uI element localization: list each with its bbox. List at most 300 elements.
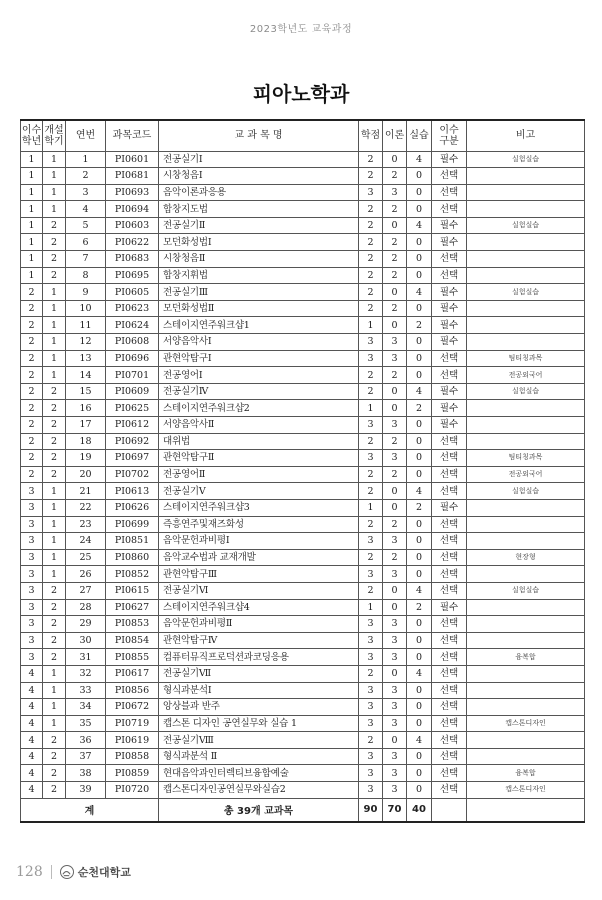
cell-code: PI0701 — [106, 367, 159, 384]
cell-semester: 1 — [43, 682, 66, 699]
total-courses: 총 39개 교과목 — [159, 798, 359, 822]
cell-credit: 3 — [359, 350, 383, 367]
cell-semester: 2 — [43, 732, 66, 749]
cell-note: 실험실습 — [467, 151, 585, 168]
table-row — [21, 184, 585, 201]
cell-year: 4 — [21, 699, 43, 716]
cell-code: PI0856 — [106, 682, 159, 699]
page-title: 피아노학과 — [252, 82, 350, 106]
cell-no: 10 — [66, 300, 106, 317]
cell-category: 선택 — [432, 483, 467, 500]
cell-course-name: 모던화성법Ⅰ — [159, 234, 359, 251]
cell-semester: 1 — [43, 367, 66, 384]
cell-year: 1 — [21, 168, 43, 185]
cell-practice: 0 — [407, 533, 432, 550]
cell-theory: 2 — [383, 168, 407, 185]
header-course-name: 교 과 목 명 — [159, 120, 359, 151]
cell-year: 3 — [21, 599, 43, 616]
cell-course-name: 전공실기Ⅶ — [159, 665, 359, 682]
cell-credit: 3 — [359, 748, 383, 765]
cell-credit: 3 — [359, 649, 383, 666]
cell-year: 2 — [21, 433, 43, 450]
cell-theory: 0 — [383, 582, 407, 599]
cell-year: 3 — [21, 516, 43, 533]
cell-no: 8 — [66, 267, 106, 284]
cell-practice: 2 — [407, 499, 432, 516]
table-row — [21, 466, 585, 483]
cell-year: 1 — [21, 234, 43, 251]
table-row — [21, 400, 585, 417]
cell-code: PI0605 — [106, 284, 159, 301]
cell-theory: 0 — [383, 151, 407, 168]
cell-theory: 2 — [383, 433, 407, 450]
cell-semester: 2 — [43, 433, 66, 450]
table-row — [21, 251, 585, 268]
cell-note: 융복합 — [467, 649, 585, 666]
cell-no: 20 — [66, 466, 106, 483]
cell-credit: 2 — [359, 582, 383, 599]
cell-note — [467, 251, 585, 268]
cell-category: 필수 — [432, 334, 467, 351]
table-row — [21, 317, 585, 334]
cell-credit: 1 — [359, 317, 383, 334]
cell-category: 선택 — [432, 267, 467, 284]
cell-no: 14 — [66, 367, 106, 384]
cell-theory: 3 — [383, 184, 407, 201]
cell-note — [467, 400, 585, 417]
cell-practice: 0 — [407, 234, 432, 251]
cell-category: 선택 — [432, 582, 467, 599]
cell-no: 22 — [66, 499, 106, 516]
cell-category: 선택 — [432, 699, 467, 716]
cell-year: 2 — [21, 466, 43, 483]
cell-code: PI0623 — [106, 300, 159, 317]
cell-credit: 2 — [359, 284, 383, 301]
cell-course-name: 앙상블과 반주 — [159, 699, 359, 716]
table-row — [21, 748, 585, 765]
total-practice: 40 — [407, 798, 432, 822]
cell-theory: 3 — [383, 616, 407, 633]
table-row — [21, 682, 585, 699]
curriculum-table — [20, 119, 585, 823]
cell-practice: 2 — [407, 400, 432, 417]
cell-course-name: 관현악탐구Ⅰ — [159, 350, 359, 367]
table-row — [21, 450, 585, 467]
cell-semester: 1 — [43, 549, 66, 566]
cell-code: PI0603 — [106, 217, 159, 234]
cell-code: PI0860 — [106, 549, 159, 566]
cell-semester: 2 — [43, 649, 66, 666]
cell-note — [467, 699, 585, 716]
cell-code: PI0683 — [106, 251, 159, 268]
cell-note — [467, 632, 585, 649]
cell-code: PI0681 — [106, 168, 159, 185]
cell-category: 선택 — [432, 682, 467, 699]
cell-note: 캡스톤디자인 — [467, 715, 585, 732]
cell-category: 필수 — [432, 499, 467, 516]
cell-credit: 2 — [359, 483, 383, 500]
cell-course-name: 서양음악사Ⅰ — [159, 334, 359, 351]
cell-course-name: 전공실기Ⅱ — [159, 217, 359, 234]
cell-course-name: 전공실기Ⅵ — [159, 582, 359, 599]
cell-practice: 2 — [407, 599, 432, 616]
cell-no: 4 — [66, 201, 106, 218]
cell-note — [467, 234, 585, 251]
cell-category: 선택 — [432, 665, 467, 682]
cell-theory: 0 — [383, 483, 407, 500]
cell-course-name: 현대음악과인터렉티브융합예술 — [159, 765, 359, 782]
cell-practice: 4 — [407, 483, 432, 500]
header-no: 연번 — [66, 120, 106, 151]
total-credit: 90 — [359, 798, 383, 822]
cell-code: PI0696 — [106, 350, 159, 367]
cell-credit: 2 — [359, 234, 383, 251]
cell-no: 13 — [66, 350, 106, 367]
cell-credit: 2 — [359, 251, 383, 268]
cell-practice: 4 — [407, 383, 432, 400]
cell-note — [467, 168, 585, 185]
table-row — [21, 665, 585, 682]
cell-category: 선택 — [432, 649, 467, 666]
cell-theory: 0 — [383, 499, 407, 516]
cell-theory: 2 — [383, 300, 407, 317]
cell-year: 4 — [21, 715, 43, 732]
cell-year: 3 — [21, 499, 43, 516]
cell-credit: 2 — [359, 665, 383, 682]
cell-theory: 2 — [383, 201, 407, 218]
cell-category: 선택 — [432, 632, 467, 649]
table-row — [21, 201, 585, 218]
cell-no: 2 — [66, 168, 106, 185]
cell-no: 23 — [66, 516, 106, 533]
cell-no: 29 — [66, 616, 106, 633]
cell-course-name: 컴퓨터뮤직프로덕션과코딩응용 — [159, 649, 359, 666]
cell-code: PI0695 — [106, 267, 159, 284]
cell-credit: 3 — [359, 632, 383, 649]
cell-no: 31 — [66, 649, 106, 666]
cell-practice: 0 — [407, 699, 432, 716]
cell-category: 필수 — [432, 234, 467, 251]
cell-practice: 4 — [407, 665, 432, 682]
cell-credit: 2 — [359, 549, 383, 566]
cell-semester: 1 — [43, 665, 66, 682]
cell-code: PI0624 — [106, 317, 159, 334]
cell-credit: 2 — [359, 732, 383, 749]
cell-code: PI0613 — [106, 483, 159, 500]
cell-no: 33 — [66, 682, 106, 699]
table-row — [21, 699, 585, 716]
cell-practice: 0 — [407, 367, 432, 384]
cell-theory: 3 — [383, 334, 407, 351]
cell-course-name: 관현악탐구Ⅲ — [159, 566, 359, 583]
cell-category: 필수 — [432, 383, 467, 400]
cell-category: 선택 — [432, 616, 467, 633]
cell-no: 9 — [66, 284, 106, 301]
cell-practice: 0 — [407, 350, 432, 367]
cell-practice: 0 — [407, 417, 432, 434]
cell-practice: 0 — [407, 334, 432, 351]
cell-year: 1 — [21, 267, 43, 284]
cell-code: PI0858 — [106, 748, 159, 765]
cell-category: 선택 — [432, 782, 467, 799]
table-row — [21, 151, 585, 168]
table-row — [21, 616, 585, 633]
cell-no: 35 — [66, 715, 106, 732]
cell-practice: 4 — [407, 732, 432, 749]
table-row — [21, 715, 585, 732]
table-row — [21, 267, 585, 284]
cell-course-name: 합창지도법 — [159, 201, 359, 218]
cell-category: 선택 — [432, 433, 467, 450]
cell-credit: 3 — [359, 417, 383, 434]
header-category: 이수 구분 — [432, 120, 467, 151]
cell-category: 선택 — [432, 549, 467, 566]
cell-course-name: 전공실기Ⅰ — [159, 151, 359, 168]
cell-code: PI0853 — [106, 616, 159, 633]
cell-no: 18 — [66, 433, 106, 450]
cell-practice: 0 — [407, 782, 432, 799]
cell-practice: 0 — [407, 450, 432, 467]
cell-note: 실험실습 — [467, 582, 585, 599]
cell-credit: 3 — [359, 782, 383, 799]
cell-no: 26 — [66, 566, 106, 583]
cell-category: 필수 — [432, 400, 467, 417]
cell-note: 캡스톤디자인 — [467, 782, 585, 799]
cell-no: 7 — [66, 251, 106, 268]
cell-no: 30 — [66, 632, 106, 649]
cell-year: 4 — [21, 665, 43, 682]
cell-code: PI0693 — [106, 184, 159, 201]
cell-category: 선택 — [432, 251, 467, 268]
cell-code: PI0615 — [106, 582, 159, 599]
cell-note — [467, 499, 585, 516]
cell-theory: 0 — [383, 383, 407, 400]
cell-semester: 2 — [43, 599, 66, 616]
cell-practice: 0 — [407, 616, 432, 633]
cell-semester: 1 — [43, 168, 66, 185]
cell-note — [467, 566, 585, 583]
cell-course-name: 전공실기Ⅲ — [159, 284, 359, 301]
cell-course-name: 관현악탐구Ⅱ — [159, 450, 359, 467]
cell-semester: 2 — [43, 582, 66, 599]
cell-course-name: 음악이론과응용 — [159, 184, 359, 201]
cell-year: 4 — [21, 748, 43, 765]
total-empty-note — [467, 798, 585, 822]
cell-semester: 2 — [43, 251, 66, 268]
table-row — [21, 549, 585, 566]
cell-practice: 0 — [407, 466, 432, 483]
cell-theory: 3 — [383, 649, 407, 666]
cell-no: 38 — [66, 765, 106, 782]
table-row — [21, 516, 585, 533]
cell-note — [467, 665, 585, 682]
cell-year: 1 — [21, 184, 43, 201]
cell-practice: 0 — [407, 682, 432, 699]
cell-code: PI0626 — [106, 499, 159, 516]
table-row — [21, 566, 585, 583]
table-row — [21, 367, 585, 384]
cell-theory: 3 — [383, 682, 407, 699]
table-row — [21, 234, 585, 251]
cell-semester: 2 — [43, 234, 66, 251]
cell-semester: 2 — [43, 632, 66, 649]
cell-year: 2 — [21, 317, 43, 334]
cell-credit: 3 — [359, 334, 383, 351]
cell-semester: 2 — [43, 616, 66, 633]
total-row — [21, 798, 585, 822]
cell-semester: 1 — [43, 533, 66, 550]
cell-semester: 1 — [43, 201, 66, 218]
table-row — [21, 300, 585, 317]
cell-year: 4 — [21, 765, 43, 782]
cell-code: PI0609 — [106, 383, 159, 400]
cell-practice: 0 — [407, 765, 432, 782]
cell-category: 선택 — [432, 748, 467, 765]
cell-no: 27 — [66, 582, 106, 599]
cell-credit: 3 — [359, 450, 383, 467]
cell-code: PI0692 — [106, 433, 159, 450]
cell-credit: 3 — [359, 616, 383, 633]
cell-theory: 2 — [383, 251, 407, 268]
cell-no: 3 — [66, 184, 106, 201]
cell-semester: 2 — [43, 267, 66, 284]
cell-code: PI0720 — [106, 782, 159, 799]
cell-year: 1 — [21, 201, 43, 218]
cell-course-name: 전공실기Ⅳ — [159, 383, 359, 400]
cell-credit: 2 — [359, 267, 383, 284]
cell-theory: 3 — [383, 350, 407, 367]
cell-course-name: 스테이지연주워크샵4 — [159, 599, 359, 616]
cell-theory: 2 — [383, 367, 407, 384]
table-row — [21, 765, 585, 782]
cell-note: 실험실습 — [467, 383, 585, 400]
cell-no: 5 — [66, 217, 106, 234]
cell-course-name: 대위법 — [159, 433, 359, 450]
cell-credit: 3 — [359, 765, 383, 782]
cell-theory: 0 — [383, 217, 407, 234]
cell-code: PI0694 — [106, 201, 159, 218]
cell-course-name: 스테이지연주워크샵3 — [159, 499, 359, 516]
cell-note: 전공외국어 — [467, 466, 585, 483]
cell-course-name: 모던화성법Ⅱ — [159, 300, 359, 317]
cell-semester: 1 — [43, 151, 66, 168]
table-row — [21, 632, 585, 649]
cell-code: PI0672 — [106, 699, 159, 716]
university-name: 순천대학교 — [77, 866, 131, 879]
cell-semester: 2 — [43, 217, 66, 234]
cell-credit: 1 — [359, 499, 383, 516]
cell-code: PI0625 — [106, 400, 159, 417]
cell-note — [467, 732, 585, 749]
cell-category: 선택 — [432, 566, 467, 583]
cell-credit: 2 — [359, 201, 383, 218]
cell-year: 3 — [21, 533, 43, 550]
cell-category: 선택 — [432, 466, 467, 483]
cell-code: PI0851 — [106, 533, 159, 550]
cell-semester: 2 — [43, 466, 66, 483]
table-row — [21, 284, 585, 301]
course-list — [21, 151, 585, 798]
cell-theory: 3 — [383, 632, 407, 649]
cell-note — [467, 267, 585, 284]
cell-year: 1 — [21, 217, 43, 234]
cell-category: 선택 — [432, 201, 467, 218]
cell-note: 실험실습 — [467, 483, 585, 500]
cell-practice: 0 — [407, 649, 432, 666]
total-empty-category — [432, 798, 467, 822]
cell-credit: 2 — [359, 151, 383, 168]
cell-theory: 3 — [383, 765, 407, 782]
cell-year: 3 — [21, 566, 43, 583]
cell-semester: 1 — [43, 566, 66, 583]
cell-no: 21 — [66, 483, 106, 500]
cell-code: PI0627 — [106, 599, 159, 616]
table-row — [21, 533, 585, 550]
cell-category: 선택 — [432, 450, 467, 467]
cell-code: PI0854 — [106, 632, 159, 649]
table-header-row — [21, 120, 585, 151]
cell-note — [467, 334, 585, 351]
cell-theory: 0 — [383, 599, 407, 616]
cell-no: 1 — [66, 151, 106, 168]
cell-theory: 3 — [383, 566, 407, 583]
table-row — [21, 582, 585, 599]
cell-year: 3 — [21, 549, 43, 566]
cell-course-name: 시창청음Ⅰ — [159, 168, 359, 185]
cell-semester: 2 — [43, 765, 66, 782]
cell-theory: 2 — [383, 267, 407, 284]
cell-semester: 1 — [43, 350, 66, 367]
cell-category: 선택 — [432, 168, 467, 185]
cell-note — [467, 599, 585, 616]
cell-practice: 0 — [407, 300, 432, 317]
cell-note — [467, 516, 585, 533]
cell-no: 37 — [66, 748, 106, 765]
cell-credit: 2 — [359, 516, 383, 533]
cell-semester: 2 — [43, 450, 66, 467]
cell-note — [467, 201, 585, 218]
cell-semester: 2 — [43, 748, 66, 765]
cell-practice: 0 — [407, 549, 432, 566]
cell-year: 4 — [21, 732, 43, 749]
table-row — [21, 649, 585, 666]
university-logo-icon — [60, 865, 74, 879]
cell-course-name: 서양음악사Ⅱ — [159, 417, 359, 434]
running-head: 2023학년도 교육과정 — [249, 24, 353, 35]
cell-course-name: 전공실기Ⅷ — [159, 732, 359, 749]
cell-course-name: 캡스톤 디자인 공연실무와 실습 1 — [159, 715, 359, 732]
cell-year: 1 — [21, 251, 43, 268]
cell-theory: 0 — [383, 665, 407, 682]
cell-code: PI0699 — [106, 516, 159, 533]
cell-practice: 0 — [407, 251, 432, 268]
cell-credit: 3 — [359, 566, 383, 583]
cell-semester: 2 — [43, 400, 66, 417]
cell-category: 선택 — [432, 765, 467, 782]
total-label: 계 — [21, 798, 159, 822]
cell-credit: 2 — [359, 217, 383, 234]
cell-theory: 0 — [383, 284, 407, 301]
cell-code: PI0859 — [106, 765, 159, 782]
cell-year: 2 — [21, 300, 43, 317]
cell-credit: 2 — [359, 433, 383, 450]
cell-no: 34 — [66, 699, 106, 716]
cell-theory: 2 — [383, 234, 407, 251]
cell-credit: 2 — [359, 367, 383, 384]
cell-note: 실험실습 — [467, 284, 585, 301]
cell-category: 선택 — [432, 732, 467, 749]
cell-code: PI0601 — [106, 151, 159, 168]
